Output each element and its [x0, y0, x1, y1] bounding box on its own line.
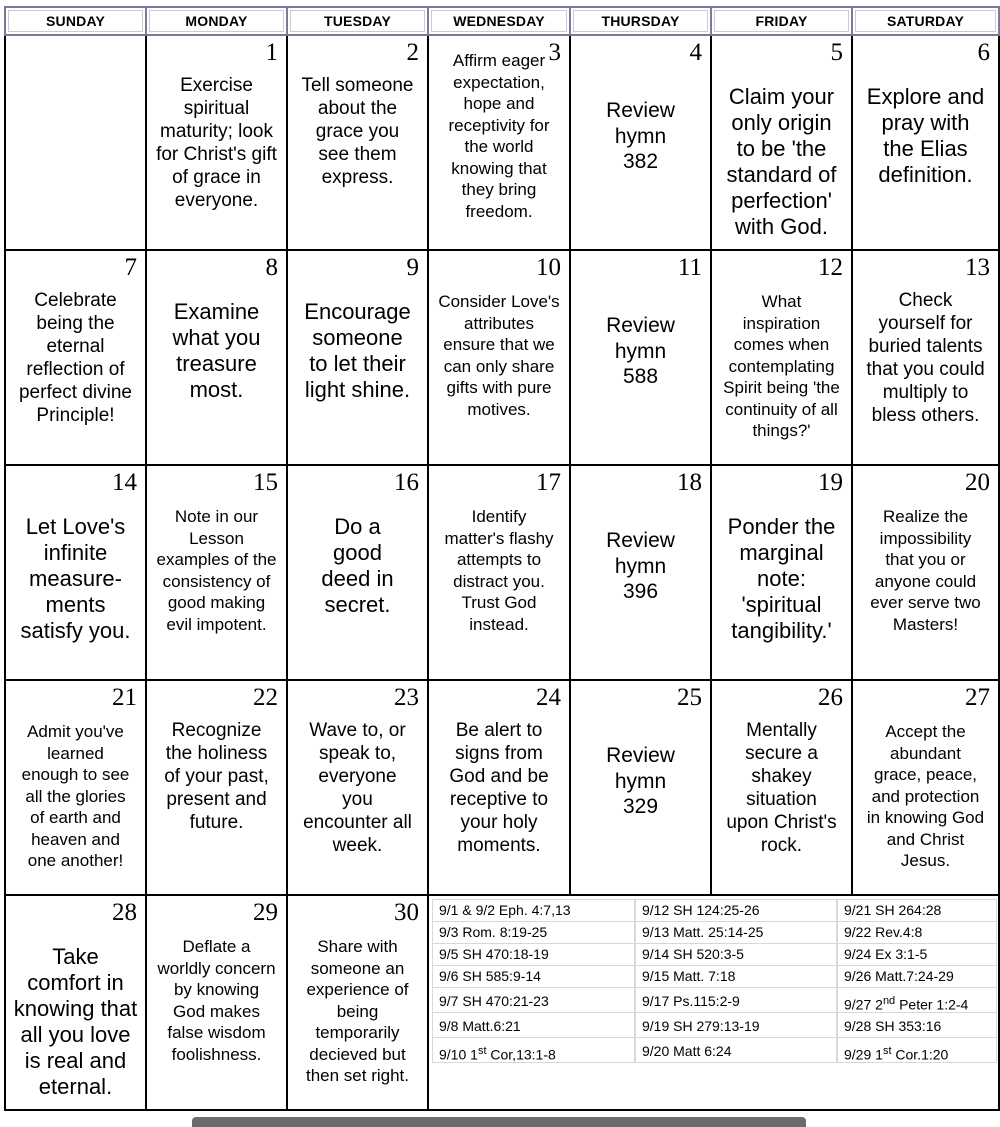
reading-citation: 9/29 1st Cor.1:20	[837, 1038, 997, 1063]
day-cell	[711, 465, 852, 680]
reading-citation: 9/6 SH 585:9-14	[432, 966, 635, 988]
day-cell	[852, 250, 999, 465]
calendar-week-row	[5, 680, 999, 895]
reading-citation: 9/27 2nd Peter 1:2-4	[837, 988, 997, 1013]
reading-citation: 9/19 SH 279:13-19	[635, 1013, 837, 1038]
day-note: Take comfort in knowing that all you love is real and eternal.	[13, 944, 138, 1099]
day-number: 28	[112, 899, 137, 926]
day-cell	[5, 35, 146, 250]
day-number: 11	[677, 254, 702, 281]
day-number: 17	[536, 469, 561, 496]
day-cell	[287, 250, 428, 465]
day-note: Accept the abundant grace, peace, and protection in knowing God and Christ Jesus.	[866, 722, 985, 870]
day-note: Review hymn 396	[606, 529, 675, 603]
day-note: Do a good deed in secret.	[321, 514, 394, 617]
day-cell	[852, 465, 999, 680]
day-cell	[711, 35, 852, 250]
weekday-header: FRIDAY	[711, 7, 852, 35]
calendar-week-row	[5, 465, 999, 680]
weekday-header: MONDAY	[146, 7, 287, 35]
reading-citation: 9/17 Ps.115:2-9	[635, 988, 837, 1013]
day-number: 5	[830, 39, 843, 66]
day-note: Note in our Lesson examples of the consistency of good making evil impotent.	[156, 507, 277, 634]
day-cell	[146, 35, 287, 250]
readings-cell	[428, 895, 999, 1110]
day-note: Check yourself for buried talents that you could multiply to bless others.	[866, 290, 985, 426]
reading-citation: 9/14 SH 520:3-5	[635, 944, 837, 966]
day-note: Celebrate being the eternal reflection of perfect divine Principle!	[18, 290, 132, 426]
day-cell	[146, 895, 287, 1110]
day-cell	[146, 250, 287, 465]
weekday-header: SATURDAY	[852, 7, 999, 35]
day-number: 6	[977, 39, 990, 66]
day-note: Exercise spiritual maturity; look for Christ's gift of grace in everyone.	[156, 75, 277, 211]
day-cell	[287, 680, 428, 895]
reading-citation: 9/5 SH 470:18-19	[432, 944, 635, 966]
reading-citation: 9/1 & 9/2 Eph. 4:7,13	[432, 899, 635, 922]
day-number: 3	[548, 39, 561, 66]
day-note: Admit you've learned enough to see all the glories of earth and heaven and one another!	[21, 722, 130, 870]
day-note: Realize the impossibility that you or anyone could ever serve two Masters!	[870, 507, 981, 634]
day-note: Claim your only origin to be 'the standard of perfection' with God.	[726, 84, 837, 239]
reading-citation: 9/8 Matt.6:21	[432, 1013, 635, 1038]
day-note: Review hymn 329	[606, 744, 675, 818]
day-cell	[5, 250, 146, 465]
day-number: 27	[965, 684, 990, 711]
day-number: 4	[689, 39, 702, 66]
reading-citation: 9/28 SH 353:16	[837, 1013, 997, 1038]
day-number: 13	[965, 254, 990, 281]
day-note: Recognize the holiness of your past, present and future.	[164, 720, 269, 833]
reading-citation: 9/7 SH 470:21-23	[432, 988, 635, 1013]
reading-citation: 9/26 Matt.7:24-29	[837, 966, 997, 988]
day-note: Ponder the marginal note: 'spiritual tangibility.'	[727, 514, 836, 643]
reading-citation: 9/21 SH 264:28	[837, 899, 997, 922]
day-note: Tell someone about the grace you see them express.	[301, 75, 414, 188]
day-number: 24	[536, 684, 561, 711]
day-cell	[852, 680, 999, 895]
day-note: Deflate a worldly concern by knowing God makes false wisdom foolishness.	[157, 937, 276, 1064]
day-number: 7	[124, 254, 137, 281]
reading-citation: 9/3 Rom. 8:19-25	[432, 922, 635, 944]
day-cell	[570, 250, 711, 465]
day-number: 12	[818, 254, 843, 281]
day-cell	[5, 895, 146, 1110]
calendar-week-row	[5, 250, 999, 465]
day-number: 20	[965, 469, 990, 496]
calendar-grid	[4, 6, 1000, 1111]
day-cell	[428, 35, 570, 250]
reading-citation: 9/15 Matt. 7:18	[635, 966, 837, 988]
day-number: 8	[265, 254, 278, 281]
day-cell	[570, 465, 711, 680]
day-cell	[852, 35, 999, 250]
day-note: Encourage someone to let their light shine.	[304, 299, 411, 402]
day-note: Review hymn 588	[606, 314, 675, 388]
day-note: Let Love's infinite measure- ments satisfy you.	[20, 514, 131, 643]
day-cell	[711, 680, 852, 895]
day-number: 19	[818, 469, 843, 496]
day-note: Wave to, or speak to, everyone you encounter all week.	[303, 720, 412, 856]
day-cell	[711, 250, 852, 465]
day-cell	[146, 680, 287, 895]
day-number: 23	[394, 684, 419, 711]
day-cell	[428, 680, 570, 895]
day-note: Identify matter's flashy attempts to distract you. Trust God instead.	[444, 507, 554, 634]
day-cell	[5, 465, 146, 680]
reading-citation: 9/12 SH 124:25-26	[635, 899, 837, 922]
readings-table	[432, 899, 996, 1063]
day-number: 29	[253, 899, 278, 926]
day-note: Mentally secure a shakey situation upon Christ's rock.	[726, 720, 837, 856]
calendar-week-row	[5, 895, 999, 1110]
day-cell	[428, 250, 570, 465]
day-number: 26	[818, 684, 843, 711]
weekday-header: THURSDAY	[570, 7, 711, 35]
day-number: 10	[536, 254, 561, 281]
day-cell	[146, 465, 287, 680]
day-note: What inspiration comes when contemplating Spirit being 'the continuity of all things?'	[723, 292, 840, 440]
day-note: Affirm eager expectation, hope and receptivity for the world knowing that they bring freedom.	[448, 51, 550, 221]
day-number: 14	[112, 469, 137, 496]
reading-citation: 9/13 Matt. 25:14-25	[635, 922, 837, 944]
day-cell	[570, 680, 711, 895]
day-note: Examine what you treasure most.	[172, 299, 261, 402]
day-cell	[428, 465, 570, 680]
bottom-scroll-bar[interactable]	[192, 1117, 806, 1127]
reading-citation: 9/20 Matt 6:24	[635, 1038, 837, 1063]
day-cell	[5, 680, 146, 895]
day-number: 21	[112, 684, 137, 711]
weekday-header: WEDNESDAY	[428, 7, 570, 35]
day-number: 30	[394, 899, 419, 926]
day-number: 1	[265, 39, 278, 66]
day-cell	[570, 35, 711, 250]
day-number: 9	[406, 254, 419, 281]
day-cell	[287, 35, 428, 250]
day-number: 18	[677, 469, 702, 496]
day-number: 22	[253, 684, 278, 711]
day-cell	[287, 895, 428, 1110]
day-number: 16	[394, 469, 419, 496]
reading-citation: 9/24 Ex 3:1-5	[837, 944, 997, 966]
day-note: Consider Love's attributes ensure that we can only share gifts with pure motives.	[438, 292, 560, 419]
day-number: 15	[253, 469, 278, 496]
day-note: Explore and pray with the Elias definition.	[866, 84, 985, 187]
reading-citation: 9/10 1st Cor,13:1-8	[432, 1038, 635, 1063]
day-number: 2	[406, 39, 419, 66]
day-note: Review hymn 382	[606, 99, 675, 173]
day-number: 25	[677, 684, 702, 711]
calendar-week-row	[5, 35, 999, 250]
reading-citation: 9/22 Rev.4:8	[837, 922, 997, 944]
weekday-header: SUNDAY	[5, 7, 146, 35]
day-cell	[287, 465, 428, 680]
weekday-header-row	[5, 7, 999, 35]
day-note: Be alert to signs from God and be receptive to your holy moments.	[449, 720, 549, 856]
weekday-header: TUESDAY	[287, 7, 428, 35]
day-note: Share with someone an experience of being temporarily decieved but then set right.	[305, 937, 409, 1085]
